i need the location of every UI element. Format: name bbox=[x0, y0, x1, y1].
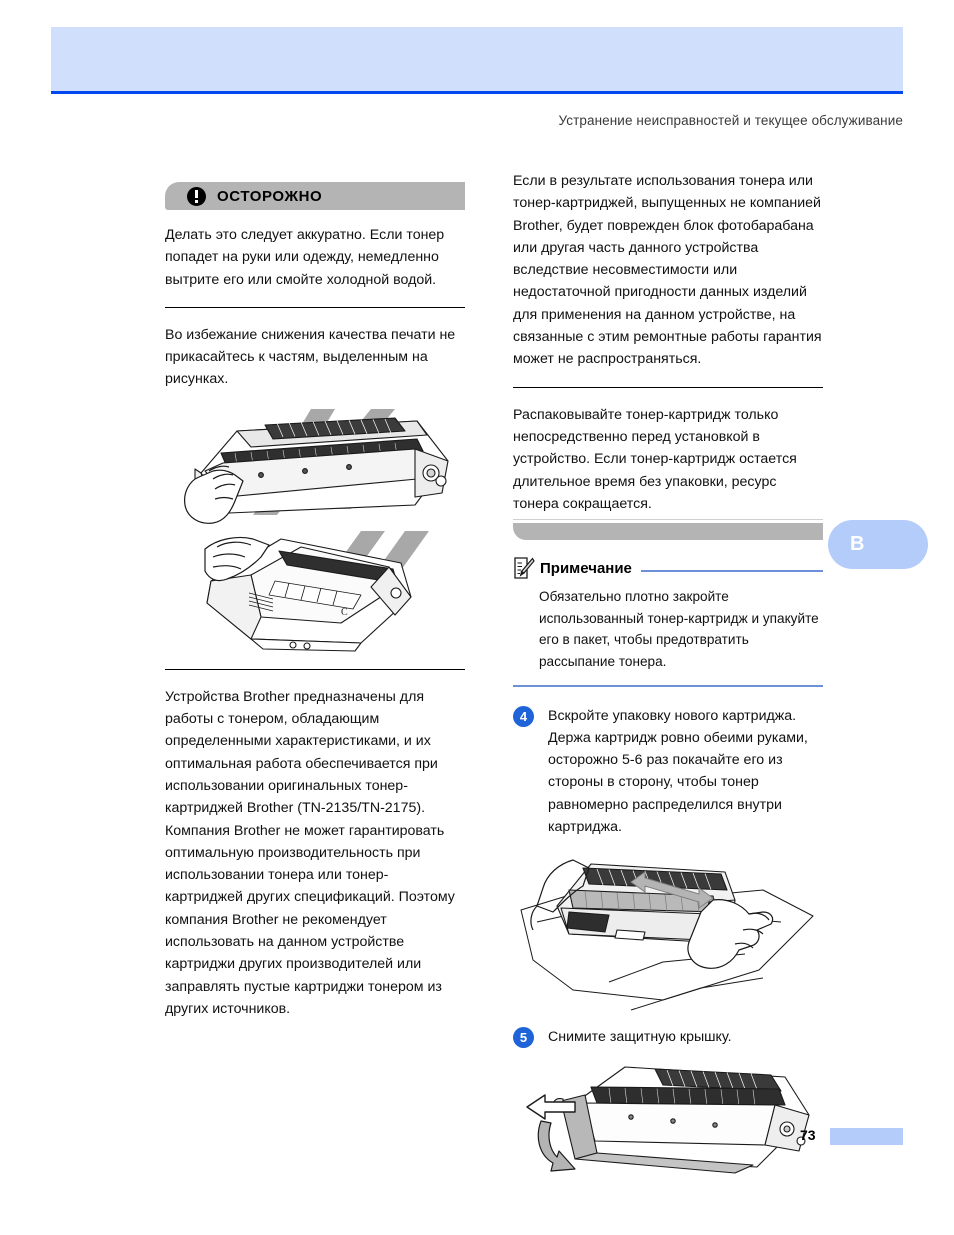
right-column bbox=[513, 170, 823, 1179]
caution-divider bbox=[165, 307, 465, 308]
header-decorative-band bbox=[51, 27, 903, 91]
running-head: Устранение неисправностей и текущее обслуживание bbox=[558, 113, 903, 128]
warranty-paragraph: Если в результате использования тонера или тонер-картриджей, выпущенных не компанией Brother, будет поврежден блок фотобарабана или другая часть данного устройства вследствие несовместимости или недостаточной пригодности данных изделий для применения на данном устройстве, на связанные с этим ремонтные работы гарантия может не распространяться. bbox=[513, 173, 822, 368]
chapter-tab-label: B bbox=[850, 533, 865, 555]
left-column-divider bbox=[165, 669, 465, 670]
exclamation-circle-icon bbox=[187, 187, 206, 206]
note-header bbox=[513, 557, 823, 580]
step-text: Вскройте упаковку нового картриджа. Держа картридж ровно обеими руками, осторожно 5-6 раз покачайте его из стороны в сторону, чтобы тонер равномерно распределился внутри картриджа. bbox=[548, 707, 808, 836]
note-label: Примечание bbox=[540, 560, 632, 578]
note-header-rule bbox=[641, 570, 823, 572]
caution-paragraph-2: Во избежание снижения качества печати не прикасайтесь к частям, выделенным на рисунках. bbox=[165, 326, 456, 388]
unpack-paragraph: Распаковывайте тонер-картридж только непосредственно перед установкой в устройство. Если тонер-картридж остается длительное время без упаковки, ресурс тонера сокращается. bbox=[513, 406, 797, 512]
brother-toner-paragraph: Устройства Brother предназначены для работы с тонером, обладающим определенными характеристиками, и их оптимальная работа обеспечивается при использовании оригинальных тонер-картриджей Brother (TN-2135/TN-2175). Компания Brother не может гарантировать оптимальную производительность при использовании тонера или тонер-картриджей других спецификаций. Поэтому компания Brother не рекомендует использовать на данном устройстве картриджи других производителей или заправлять пустые картриджи тонером из других источников. bbox=[165, 688, 455, 1017]
left-column bbox=[165, 182, 465, 1020]
step-text: Снимите защитную крышку. bbox=[548, 1029, 732, 1046]
page-number: 73 bbox=[800, 1127, 816, 1143]
header-blue-rule bbox=[51, 91, 903, 94]
drum-unit-hand-illustration bbox=[165, 531, 465, 655]
note-pencil-icon bbox=[513, 557, 535, 580]
caution-title: ОСТОРОЖНО bbox=[217, 187, 323, 205]
caution-callout-header bbox=[165, 182, 465, 210]
right-column-divider-1 bbox=[513, 387, 823, 388]
chapter-tab-b bbox=[828, 520, 928, 569]
note-body-text: Обязательно плотно закройте использованный тонер-картридж и упакуйте его в пакет, чтобы предотвратить рассыпание тонера. bbox=[539, 589, 819, 669]
footer-decorative-bar bbox=[830, 1128, 903, 1145]
toner-cartridge-hand-illustration bbox=[165, 409, 465, 527]
note-bottom-rule bbox=[513, 685, 823, 687]
step-number-badge: 5 bbox=[513, 1027, 534, 1048]
step-number-badge: 4 bbox=[513, 706, 534, 727]
step-item-4 bbox=[513, 705, 823, 839]
shake-cartridge-illustration bbox=[513, 850, 823, 1016]
step-item-5 bbox=[513, 1026, 823, 1048]
svg-text:C: C bbox=[341, 606, 348, 618]
note-gray-bar bbox=[513, 523, 823, 540]
remove-protective-cover-illustration bbox=[513, 1059, 823, 1179]
caution-paragraph-1: Делать это следует аккуратно. Если тонер попадет на руки или одежду, немедленно вытрите его или смойте холодной водой. bbox=[165, 227, 445, 288]
